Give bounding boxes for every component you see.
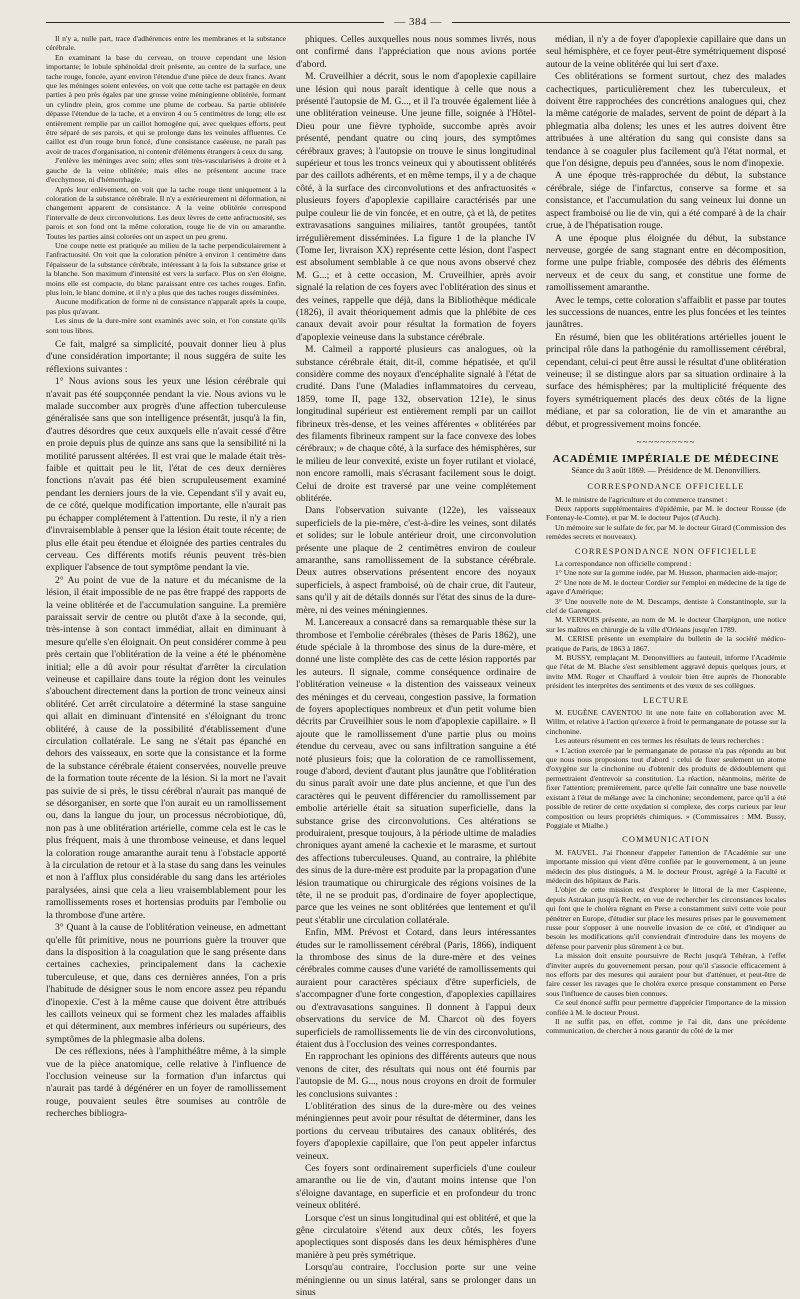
subheading: LECTURE <box>642 695 690 705</box>
paragraph: 1° Nous avions sous les yeux une lésion cérébrale qui n'avait pas été soupçonnée pendant la vie. Nous avions vu le malade succomber aux progrès d'une affection tuberculeuse généralisée sans que son intelligence présentât, jusqu'à la fin, d'autres désordres que ceux auxquels elle n'avait cessé d'être en proie depuis plus de quinze ans sans que la sensibilité ni la motilité parussent altérées. Il est vrai que le malade était très-faible et quittait peu le lit, l'état de ces deux dernières fonctions n'avait pas été bien scrupuleusement examiné pendant les derniers jours de la vie. Cependant s'il y avait eu, de ce côté, quelque modification importante, elle n'aurait pas pu échapper complétement à l'attention. Du reste, il n'y a rien d'invraisemblable à penser que la lésion était toute récente; de plus elle était peu étendue et éloignée des parties centrales du cerveau. Ces différents motifs réunis peuvent très-bien expliquer l'absence de tout symptôme pendant la vie. <box>46 376 286 574</box>
page-number: — 384 — <box>394 16 442 28</box>
paragraph: Enfin, MM. Prévost et Cotard, dans leurs intéressantes études sur le ramollissement cérébral (Paris, 1866), indiquent la thrombose des sinus de la dure-mère et des veines cérébrales comme causes d'une variété de ramollissements qui auraient pour caractères spéciaux d'être superficiels, de s'accompagner d'une forte congestion, d'apoplexies capillaires ou d'extravasations sanguines. Il donnent à l'appui deux observations du service de M. Charcot où des foyers superficiels de ramollissements lie de vin des circonvolutions, étaient dus à l'occlusion des veines correspondantes. <box>296 927 536 1050</box>
paragraph: M. BUSSY, remplaçant M. Denonvilliers au fauteuil, informe l'Académie que l'état de M. Blache s'est sensiblement aggravé depuis quelques jours, et invite MM. Roger et Chauffard à vouloir bien être auprès de l'honorable président les interprètes des sentiments et des vœux de ses collègues. <box>546 653 786 691</box>
paragraph: Dans l'observation suivante (122e), les vaisseaux superficiels de la pie-mère, c'est-à-dire les veines, sont dilatés et solides; sur le lobule antérieur droit, une circonvolution présente une plaque de 2 centimètres environ de couleur amaranthe, sans ramollissement de la substance cérébrale. Deux autres observations présentent encore des noyaux superficiels, à aspect framboisé, où de chair crue, dit l'auteur, sans qu'il y ait de détails donnés sur l'état des sinus de la dure-mère, ni des veines méningiennes. <box>296 505 536 616</box>
paragraph: En résumé, bien que les oblitérations artérielles jouent le principal rôle dans la pathogénie du ramollissement cérébral, cependant, celui-ci peut être aussi le résultat d'une oblitération veineuse; il se distingue alors par sa situation ordinaire à la surface des hémisphères; par la multiplicité fréquente des foyers symétriquement placés des deux côtés de la ligne médiane, et par sa coloration, lie de vin et amaranthe au début, et progressivement moins foncée. <box>546 331 786 430</box>
paragraph: Lorsque c'est un sinus longitudinal qui est oblitéré, et que la gêne circulatoire s'étend aux deux côtés, les foyers apoplectiques sont disposés dans les deux hémisphères d'une manière à peu près symétrique. <box>296 1212 536 1261</box>
paragraph: J'enlève les méninges avec soin; elles sont très-vascularisées à droite et à gauche de la veine oblitérée; mais elles ne présentent aucune trace d'ecchymose, ni d'hémorrhagie. <box>46 156 286 185</box>
paragraph: La mission doit ensuite poursuivre de Recht jusqu'à Téhéran, à l'effet d'inviter auprès du gouvernement persan, pour qu'il s'associe efficacement à nos efforts par des mesures qui auraient pour but d'atténuer, et peut-être de faire cesser les ravages que le choléra exerce presque constamment en Perse sous l'influence de causes bien connues. <box>546 951 786 998</box>
paragraph: M. Cruveilhier a décrit, sous le nom d'apoplexie capillaire une lésion qui nous paraît identique à celle que nous a présenté l'autopsie de M. G..., et il l'a trouvée également liée à une oblitération veineuse. Une jeune fille, soignée à l'Hôtel-Dieu pour une fièvre typhoïde, succombe après avoir présenté, pendant quatre ou cinq jours, des symptômes cérébraux graves; à l'autopsie on trouve le sinus longitudinal supérieur et tous les troncs veineux qui y aboutissent oblitérés par des caillots adhérents, et en même temps, il y a de chaque côté, à la surface des circonvolutions et des anfractuosités « plusieurs foyers d'apoplexie capillaire caractérisés par une pulpe couleur lie de vin foncée, et en outre, çà et là, de petites extravasations sanguines miliaires, tantôt groupées, tantôt irrégulièrement disséminées. La figure 1 de la planche IV (Tome Ier, livraison XX) représente cette lésion, dont l'aspect est absolument semblable à ce que nous avons observé chez M. G...; et à cette occasion, M. Cruveilhier, après avoir signalé la relation de ces foyers avec l'oblitération des sinus et des veines, rappelle que déjà, dans la Bibliothèque médicale (1826), il avait théoriquement admis que la phlébite de ces canaux devait avoir pour résultat la formation de foyers d'apoplexie veineuse dans la substance cérébrale. <box>296 71 536 343</box>
paragraph: 3° Quant à la cause de l'oblitération veineuse, en admettant qu'elle fût primitive, nous ne pourrions guère la trouver que dans la disposition à la coagulation que le sang présente dans certaines cachexies, principalement dans la cachexie tuberculeuse, et que, dans ces dernières années, l'on a pris l'habitude de désigner sous le nom encore assez peu répandu d'inopexie. C'est à la même cause que doivent être attribués les caillots veineux qui se forment chez les malades affaiblis et qui déterminent, aux membres inférieurs ou supérieurs, des symptômes de la phlegmasie alba dolens. <box>46 922 286 1045</box>
paragraph: Ces oblitérations se forment surtout, chez des malades cachectiques, particulièrement chez les tuberculeux, et doivent être rapprochées des concrétions analogues qui, chez la même catégorie de malades, servent de point de départ à la phlegmatia alba dolens; les unes et les autres doivent être attribuées à une altération du sang qui consiste dans sa tendance à se coaguler plus facilement qu'à l'état normal, et que l'on désigne, depuis peu d'années, sous le nom d'inopexie. <box>546 71 786 170</box>
paragraph: 3° Une nouvelle note de M. Descamps, dentiste à Constantinople, sur la clef de Garengeot. <box>546 596 786 615</box>
academy-title: ACADÉMIE IMPÉRIALE DE MÉDECINE <box>552 452 780 465</box>
paragraph: Il n'y a, nulle part, trace d'adhérences entre les membranes et la substance cérébrale. <box>46 34 286 53</box>
paragraph: médian, il n'y a de foyer d'apoplexie capillaire que dans un seul hémisphère, et ce foyer peut-être symétriquement disposé autour de la veine oblitérée qui lui sert d'axe. <box>546 34 786 70</box>
subheading: CORRESPONDANCE OFFICIELLE <box>587 482 745 492</box>
text-columns <box>46 34 790 1299</box>
seance-line: Séance du 3 août 1869. — Présidence de M. Denonvilliers. <box>571 466 761 476</box>
subheading: COMMUNICATION <box>622 835 710 845</box>
paragraph: L'oblitération des sinus de la dure-mère ou des veines méningiennes peut avoir pour résultat de déterminer, dans les portions du cerveau tributaires des canaux oblitérés, des foyers d'apoplexie capillaire, que l'on peut appeler infarctus veineux. <box>296 1100 536 1162</box>
paragraph: 1° Une note sur la gomme iodée, par M. Husson, pharmacien aide-major; <box>555 568 778 578</box>
paragraph: Une coupe nette est pratiquée au milieu de la tache perpendiculairement à l'anfractuosité. On voit que la coloration pénètre à environ 1 centimètre dans l'épaisseur de la substance cérébrale, intéressant à la fois la substance grise et la blanche. Son maximum d'intensité est vers la surface. Plus on s'en éloigne, moins elle est compacte, du blanc paraissant entre ces taches rouges. Enfin, plus loin, le blanc domine, et il n'y a plus que des taches rouges disséminées. <box>46 240 286 297</box>
section-divider: ~~~~~~~~~~ <box>636 437 696 447</box>
header-rule-right <box>452 22 790 23</box>
column-middle <box>296 34 536 1299</box>
paragraph: « L'action exercée par le permanganate de potasse n'a pas répondu au but que nous nous proposions tout d'abord : celui de fixer seulement un atome d'oxygène sur la cinchonine ou d'obtenir des produits de dédoublement qui permettraient d'entrevoir sa constitution. La réaction, néanmoins, mérite de fixer l'attention; premièrement, parce qu'elle fait connaître une base nouvelle existant à l'état de mélange avec la cinchonine; secondement, parce qu'il a été possible de retirer de cette oxydation si complexe, des corps curieux par leur composition ou leurs propriétés chimiques. » (Commissaires : MM. Bussy, Poggiale et Mialhe.) <box>546 745 786 830</box>
paragraph: M. le ministre de l'agriculture et du commerce transmet : <box>555 494 728 504</box>
paragraph: M. Lancereaux a consacré dans sa remarquable thèse sur la thrombose et l'embolie cérébrales (thèses de Paris 1862), une étude spéciale à la thrombose des sinus de la dure-mère, et donné une liste complète des cas de cette lésion rapportés par les auteurs. Il signale, comme conséquence ordinaire de l'oblitération veineuse « la distention des vaisseaux veineux des méninges et du cerveau, congestion passive, la formation de foyers apoplectiques nombreux et d'un petit volume bien décrits par Cruveilhier sous le nom d'apoplexie capillaire. » Il ajoute que le ramollissement d'une partie plus ou moins étendue du cerveau, avec ou sans infiltration sanguine a été noté plusieurs fois; que la coloration de ce ramollissement, rouge d'abord, devient d'autant plus jaunâtre que l'oblitération du sinus paraît avoir une date plus ancienne, et que l'un des caractères qui le peuvent différencier du ramollissement par embolie artérielle était sa situation superficielle, dans la substance grise des circonvolutions. Ces altérations se produiraient, presque toujours, à la période ultime de maladies chroniques ayant amené la cachexie et le marasme, et surtout des affections tuberculeuses. Quand, au contraire, la phlébite des sinus de la dure-mère est produite par la propagation d'une lésion traumatique ou chirurgicale des régions voisines de la tête, il ne se produit pas, d'ordinaire de foyer apoplectique, parce que les veines ne sont oblitérées que lentement et qu'il peut s'établir une circulation collatérale. <box>296 617 536 926</box>
paragraph: Les auteurs résument en ces termes les résultats de leurs recherches : <box>555 736 764 746</box>
paragraph: A une époque plus éloignée du début, la substance nerveuse, gorgée de sang stagnant entre en décomposition, forme une pulpe friable, composée des débris des éléments nerveux et de ceux du sang, et constitue une forme de ramollissement amaranthe. <box>546 232 786 294</box>
paragraph: M. CERISE présente un exemplaire du bulletin de la société médico-pratique de Paris, de 1863 à 1867. <box>546 634 786 653</box>
paragraph: A une époque très-rapprochée du début, la substance cérébrale, siége de l'infarctus, conserve sa forme et sa consistance, et l'accumulation du sang veineux lui donne un aspect framboisé ou lie de vin, qui a été comparé à de la chair crue, à de l'hépatisation rouge. <box>546 170 786 232</box>
page-header <box>46 14 790 30</box>
paragraph: Un mémoire sur le sulfate de fer, par M. le docteur Girard (Commission des remèdes secrets et nouveaux). <box>546 522 786 542</box>
paragraph: En rapprochant les opinions des différents auteurs que nous venons de citer, des résultats qui nous ont été fournis par l'autopsie de M. G..., nous nous croyons en droit de formuler les conclusions suivantes : <box>296 1051 536 1100</box>
paragraph: Ce seul énoncé suffit pour permettre d'apprécier l'importance de la mission confiée à M. le docteur Proust. <box>546 998 786 1017</box>
paragraph: M. Calmeil a rapporté plusieurs cas analogues, où la substance cérébrale était, dit-il, comme hépatisée, et qu'il considère comme des noyaux d'encéphalite signalé à l'état de crudité. Dans l'une (Maladies inflammatoires du cerveau, 1859, tome II, page 132, observation 121e), le sinus longitudinal supérieur est entièrement rempli par un caillot fibrineux très-dense, et les veines afférentes « oblitérées par des filaments fibrineux rampent sur la face convexe des lobes cérébraux; » de chaque côté, à la surface des hémisphères, sur le milieu de leur convexité, existe un foyer rutilant et violacé, non encore ramolli, mais s'écrasant facilement sous le doigt. Celui de droite est traversé par une veine complétement oblitérée. <box>296 344 536 505</box>
column-right <box>546 34 786 1160</box>
autopsy-report <box>46 34 286 335</box>
paragraph: Lorsqu'au contraire, l'occlusion porte sur une veine méningienne ou un sinus latéral, sans se prolonger dans un sinus <box>296 1262 536 1299</box>
paragraph: Aucune modification de forme ni de consistance n'apparaît après la coupe, pas plus qu'avant. <box>46 297 286 316</box>
paragraph: Ces foyers sont ordinairement superficiels d'une couleur amaranthe ou lie de vin, d'autant moins intense que l'on s'éloigne davantage, en superficie et en profondeur du tronc veineux oblitéré. <box>296 1162 536 1212</box>
paragraph: Il ne suffit pas, en effet, comme je l'ai dit, dans une précédente communication, de chercher à nous garantir du côté de la mer <box>546 1017 786 1036</box>
paragraph: Avec le temps, cette coloration s'affaiblit et passe par toutes les successions de nuances, entre les plus foncées et les teintes jaunâtres. <box>546 294 786 331</box>
paragraph: Les sinus de la dure-mère sont examinés avec soin, et l'on constate qu'ils sont tous libres. <box>46 316 286 335</box>
paragraph: La correspondance non officielle comprend : <box>555 558 692 568</box>
paragraph: M. FAUVEL. J'ai l'honneur d'appeler l'attention de l'Académie sur une importante mission qui vient d'être confiée par le gouvernement, à un jeune médecin des plus distingués, à M. le docteur Proust, agrégé à la Faculté et médecin des hôpitaux de Paris. <box>546 847 786 885</box>
paragraph: M. VERNOIS présente, au nom de M. le docteur Charpignon, une notice sur les maîtres en chirurgie de la ville d'Orléans jusqu'en 1789. <box>546 615 786 634</box>
paragraph: 2° Une note de M. le docteur Cordier sur l'emploi en médecine de la tige de agave d'Amérique; <box>546 577 786 597</box>
paragraph: M. EUGÈNE CAVENTOU lit une note faite en collaboration avec M. Willm, et relative à l'action qu'exerce à froid le permanganate de potasse sur la cinchonine. <box>546 708 786 736</box>
paragraph: Ce fait, malgré sa simplicité, pouvait donner lieu à plus d'une considération importante; il nous suggéra de suite les réflexions suivantes : <box>46 339 286 375</box>
subheading: CORRESPONDANCE NON OFFICIELLE <box>574 546 758 556</box>
paragraph: 2° Au point de vue de la nature et du mécanisme de la lésion, il était impossible de ne pas être frappé des rapports de la veine oblitérée et de l'accumulation sanguine. La première paraissait servir de centre ou plutôt d'axe à la seconde, qui, très-intense à son contact immédiat, allait en diminuant à mesure qu'elle s'en éloignait. On peut considérer comme à peu près certain que l'oblitération de la veine a été le phénomène initial; elle a dû avoir pour résultat d'arrêter la circulation veineuse et capillaire dans toute la région dont les veinules s'abouchent directement dans la portion de tronc veineux ainsi oblitéré. Cet arrêt circulatoire a déterminé la stase sanguine qui allait en diminuant d'intensité en s'éloignant du tronc oblitéré, à cause de la possibilité d'établissement d'une circulation collatérale. Le sang ne s'était pas épanché en dehors des vaisseaux, en sorte que la consistance et la forme de la substance cérébrale étaient conservées, nouvelle preuve de la formation toute récente de la lésion. Si la mort ne l'avait pas suivie de si près, le tissu cérébral n'aurait pas manqué de se désorganiser, en sorte que l'on aurait eu un ramollissement ou, dans la langue du jour, un processus nécrobiotique, dû, non pas à une oblitération artérielle, comme cela est le cas le plus fréquent, mais à une thrombose veineuse, et dans lequel la coloration rouge amaranthe aurait tenu à l'obstacle apporté à la circulation de retour et à la stase du sang dans les veinules et non à l'afflux plus considérable du sang dans les artérioles paralysées, ainsi que cela a lieu vraisemblablement pour les ramollissements roses et hortensias produits par l'embolie ou la thrombose d'une artère. <box>46 574 286 921</box>
header-rule-left <box>46 22 384 23</box>
conclusions <box>546 34 786 431</box>
paragraph: phiques. Celles auxquelles nous nous sommes livrés, nous ont confirmé dans l'appréciation que nous avions portée d'abord. <box>296 34 536 70</box>
paragraph: Deux rapports supplémentaires d'épidémie, par M. le docteur Rousse (de Fontenay-le-Comte), et par M. le docteur Pujos (d'Auch). <box>546 503 786 523</box>
paragraph: En examinant la base du cerveau, on trouve cependant une lésion importante; le lobule sphénoïdal droit présente, au centre de la surface, une tache rouge, foncée, ayant environ l'étendue d'une pièce de deux francs. Avant que les méninges soient enlevées, on voit que cette tache est partagée en deux parties à peu près égales par une grosse veine méningienne oblitérée, formant un cylindre plein, gros comme une plume de corbeau. Sa partie oblitérée dépasse l'étendue de la tache, et a environ 4 ou 5 centimètres de long; elle est entièrement remplie par un caillot homogène qui, avec quelques efforts, peut être séparé de ses parois, et qui se prolonge dans les veinules affluentes. Ce caillot est d'un rouge brun foncé, d'une consistance caséeuse, ne paraît pas avoir de traces d'organisation, ni contenir d'éléments étrangers à ceux du sang. <box>46 52 286 156</box>
column-left <box>46 34 286 1160</box>
reflections <box>46 339 286 1121</box>
paragraph: De ces réflexions, nées à l'amphithéâtre même, à la simple vue de la pièce anatomique, celle relative à l'influence de l'occlusion veineuse sur la formation d'un infarctus qui n'aurait pas tardé à dégénérer en un foyer de ramollissement rouge, pouvaient seules être soumises au contrôle de recherches bibliogra- <box>46 1046 286 1120</box>
paragraph: Après leur enlèvement, on voit que la tache rouge tient uniquement à la coloration de la substance cérébrale. Il n'y a extérieurement ni déformation, ni changement apparent de consistance. A la veine oblitérée correspond l'intervalle de deux circonvolutions. Les deux lèvres de cette anfractuosité, ses parois et son fond ont la même coloration, rouge lie de vin ou amaranthe. Toutes les parties ainsi colorées ont un aspect un peu grenu. <box>46 184 286 241</box>
academy-proceedings <box>546 482 786 1036</box>
paragraph: L'objet de cette mission est d'explorer le littoral de la mer Caspienne, depuis Astrakan jusqu'à Recht, en vue de rechercher les circonstances locales qui font que le choléra régnant en Perse a constamment suivi cette voie pour pénétrer en Europe, d'étudier sur place les mesures prises par le gouvernement russe pour s'opposer à une nouvelle invasion de ce côté, et d'indiquer au besoin les modifications qu'il conviendrait d'introduire dans les moyens de défense pour parvenir plus sûrement à ce but. <box>546 885 786 951</box>
